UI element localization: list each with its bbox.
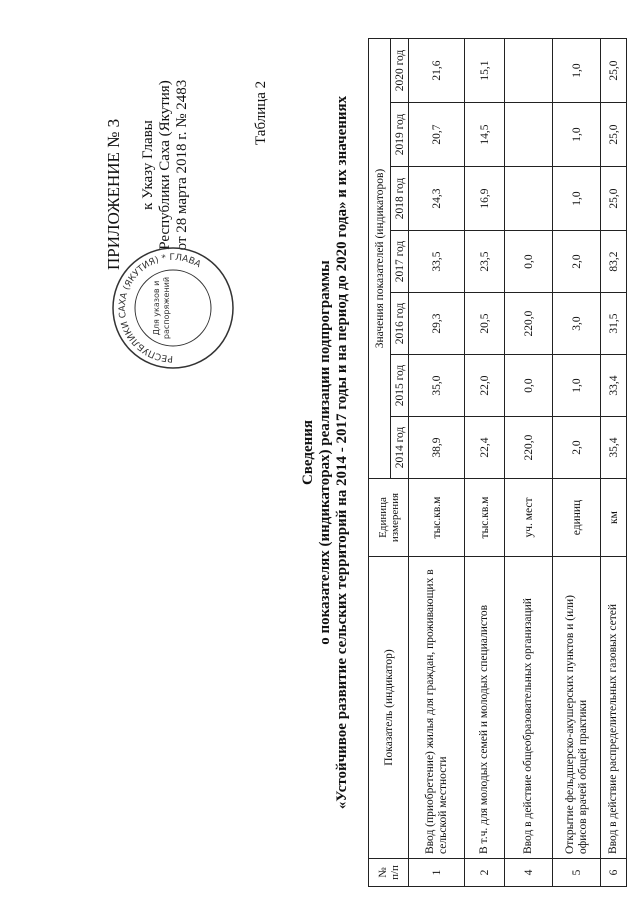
- row-unit: км: [601, 479, 627, 557]
- row-value: 14,5: [465, 103, 505, 167]
- row-value: 21,6: [409, 39, 465, 103]
- row-value: 38,9: [409, 417, 465, 479]
- row-value: 0,0: [505, 231, 553, 293]
- row-unit: тыс.кв.м: [409, 479, 465, 557]
- row-value: 33,4: [601, 355, 627, 417]
- title-line-3: «Устойчивое развитие сельских территорий на 2014 - 2017 годы и на период до 2020 года» и их значениях: [334, 95, 350, 810]
- title-line-1: Сведения: [300, 419, 316, 486]
- decree-line-1: к Указу Главы: [140, 120, 156, 210]
- header-year: 2016 год: [391, 293, 409, 355]
- table-row: [409, 39, 465, 887]
- row-no: 2: [465, 859, 505, 887]
- row-indicator: Ввод в действие общеобразовательных организаций: [505, 557, 553, 859]
- appendix-label: ПРИЛОЖЕНИЕ № 3: [104, 118, 123, 270]
- table-row: [601, 39, 627, 887]
- header-no: № п/п: [369, 859, 409, 887]
- row-value: 25,0: [601, 103, 627, 167]
- row-value: 22,4: [465, 417, 505, 479]
- header-year: 2020 год: [391, 39, 409, 103]
- table-number: Таблица 2: [253, 80, 269, 145]
- official-seal-stamp: [108, 243, 238, 373]
- row-value: 35,0: [409, 355, 465, 417]
- row-value: 24,3: [409, 167, 465, 231]
- row-value: 3,0: [553, 293, 601, 355]
- indicators-table: [368, 38, 627, 887]
- stamp-ring-text: РЕСПУБЛИКИ САХА (ЯКУТИЯ) * ГЛАВА: [117, 252, 203, 364]
- header-year: 2019 год: [391, 103, 409, 167]
- header-year: 2018 год: [391, 167, 409, 231]
- row-value: 2,0: [553, 417, 601, 479]
- table-row: [465, 39, 505, 887]
- row-value: 1,0: [553, 167, 601, 231]
- row-value: 220,0: [505, 417, 553, 479]
- header-year: 2014 год: [391, 417, 409, 479]
- row-unit: единиц: [553, 479, 601, 557]
- row-value: 25,0: [601, 167, 627, 231]
- row-no: 5: [553, 859, 601, 887]
- stamp-center-text: Для указов и распоряжений: [152, 276, 171, 340]
- table-row: [505, 39, 553, 887]
- row-unit: тыс.кв.м: [465, 479, 505, 557]
- decree-line-3: от 28 марта 2018 г. № 2483: [174, 79, 190, 251]
- row-value: [505, 103, 553, 167]
- row-value: 29,3: [409, 293, 465, 355]
- row-indicator: Открытие фельдшерско-акушерских пунктов и (или) офисов врачей общей практики: [553, 557, 601, 859]
- row-value: 23,5: [465, 231, 505, 293]
- row-indicator: В т.ч. для молодых семей и молодых специалистов: [465, 557, 505, 859]
- row-value: 1,0: [553, 103, 601, 167]
- row-value: 15,1: [465, 39, 505, 103]
- header-unit: Единица измерения: [369, 479, 409, 557]
- row-value: 20,7: [409, 103, 465, 167]
- table-row: [553, 39, 601, 887]
- row-value: 20,5: [465, 293, 505, 355]
- row-value: 16,9: [465, 167, 505, 231]
- row-value: 0,0: [505, 355, 553, 417]
- row-value: 83,2: [601, 231, 627, 293]
- row-value: 220,0: [505, 293, 553, 355]
- row-value: 1,0: [553, 355, 601, 417]
- header-year: 2015 год: [391, 355, 409, 417]
- header-year: 2017 год: [391, 231, 409, 293]
- row-value: [505, 167, 553, 231]
- header-values-group: Значения показателей (индикаторов): [369, 39, 391, 479]
- row-indicator: Ввод (приобретение) жилья для граждан, проживающих в сельской местности: [409, 557, 465, 859]
- row-value: 22,0: [465, 355, 505, 417]
- decree-line-2: Республики Саха (Якутия): [157, 80, 173, 250]
- row-no: 4: [505, 859, 553, 887]
- row-no: 1: [409, 859, 465, 887]
- row-no: 6: [601, 859, 627, 887]
- header-indicator: Показатель (индикатор): [369, 557, 409, 859]
- row-value: [505, 39, 553, 103]
- title-line-2: о показателях (индикаторах) реализации подпрограммы: [317, 260, 333, 645]
- row-value: 31,5: [601, 293, 627, 355]
- row-value: 25,0: [601, 39, 627, 103]
- row-value: 1,0: [553, 39, 601, 103]
- row-value: 35,4: [601, 417, 627, 479]
- row-unit: уч. мест: [505, 479, 553, 557]
- row-indicator: Ввод в действие распределительных газовых сетей: [601, 557, 627, 859]
- row-value: 33,5: [409, 231, 465, 293]
- row-value: 2,0: [553, 231, 601, 293]
